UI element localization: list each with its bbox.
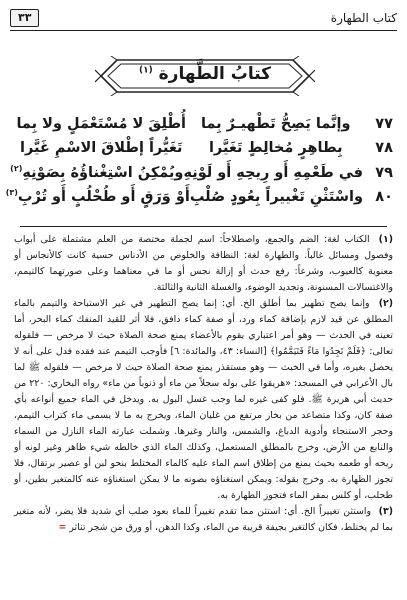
verse-line — [14, 140, 393, 164]
footnote-text: واستثن تغييراً الخ. أي: استثن مما تقدم تغييراً للماء بعود صلب أي شديد فلا يضر، لأنه متغير بما لم يختلط، فكان كالتغير بجيفة قريبة من الماء، وكذا الدهن، أو ورق من شجر تناثر — [14, 506, 393, 533]
verse-line — [10, 164, 393, 188]
verse-first-hemistich: واسْتَثْنِ تَغْييراً بِعُودٍ صُلْبِ — [189, 188, 363, 205]
chapter-title — [95, 64, 315, 84]
page-number: ٣٣ — [10, 9, 39, 27]
verse-first-hemistich: وإنَّما يَصِحُّ تَطْهيـرٌ بِما — [200, 116, 351, 132]
verse-second-hemistich — [10, 164, 183, 181]
verse-second-hemistich-text: أَوْ وَرَقٍ أَو طُحْلُبٍ أَو تُرْبِ — [17, 188, 190, 205]
chapter-title-text: كتابُ الطَّهارة — [158, 64, 272, 84]
verse-second-hemistich: أُطْلِقَ لا مُسْتَعْمَلٍ ولا بِما — [16, 116, 187, 132]
verse-number: ٧٧ — [375, 116, 393, 132]
footnotes — [14, 232, 393, 536]
continuation-mark: = — [58, 522, 67, 533]
verse-number: ٧٨ — [375, 140, 393, 156]
verse-number: ٨٠ — [375, 188, 393, 205]
footnote-text: الكتاب لغة: الضم والجمع، واصطلاحاً: اسم لجملة مختصة من العلم مشتملة على أبواب وفصول ومسائل غالباً. والطهارة لغة: النظافة والخلوص من الأدناس حسية كانت كالأنجاس أو معنوية كالعيوب، وشرعاً: رفع حدث أو إزالة نجس أو ما في معناهما وعلى صورتهما كالتيمم، والاغتسالات المسنونة، وتجديد الوضوء، والغسلة الثانية والثالثة. — [14, 234, 393, 293]
verse-number: ٧٩ — [375, 164, 393, 181]
footnote-number: (٣) — [378, 506, 393, 517]
verse-second-hemistich — [6, 188, 190, 205]
page-header — [10, 6, 397, 31]
chapter-title-note-ref: (١) — [138, 65, 153, 76]
verse-note-ref: (٢) — [10, 164, 23, 173]
footnote — [14, 232, 393, 296]
footnote-number: (٢) — [378, 298, 394, 309]
footnote-divider — [20, 226, 387, 227]
footnote — [14, 296, 393, 504]
verse-line — [5, 188, 393, 212]
verse-second-hemistich-text: ويُمْكِنُ اسْتِغْناؤُهُ بِصَوْنِهِ — [22, 164, 184, 181]
chapter-title-frame — [95, 56, 315, 96]
running-title: كتاب الطهارة — [330, 11, 397, 25]
footnote-number: (١) — [378, 234, 393, 245]
verse-list — [5, 116, 393, 212]
verse-first-hemistich: بِطاهِرٍ مُخالِطٍ تَغَيَّرا — [208, 140, 343, 156]
verse-note-ref: (٣) — [5, 188, 18, 197]
verse-first-hemistich: في طَعْمِهِ أَو رِيحِهِ أَو لَوْنِهِ — [183, 164, 363, 181]
verse-line — [14, 116, 393, 140]
footnote-text: وإنما يصح تطهير بما أطلق الخ. أي: إنما يصح التطهير في غير الاستباحة والتيمم بالماء المطلق عن قيد لازم بإضافة كماء ورد، أو صفة كماء دافق، فلا أثر للقيد المنفك كماء البحر، أما تعينه في الحدث — وهو أمر اعتباري يقوم بالأعضاء يمنع صحة الصلاة حيث لا مرخص — فلقوله تعالى: ﴿فَلَمْ تَجِدُوا مَاءً فَتَيَمَّمُوا﴾ [النساء: ٤٣، والمائدة: ٦] فأوجب التيمم عند فقده فدل على أنه لا يحصل بغيره، وأما في الخبث — وهو مستقذر يمنع صحة الصلاة حيث لا مرخص — فلقوله ﷺ لما بال الأعرابي في المسجد: «هريقوا على بوله سجلاً من ماء أو ذنوباً من ماء» رواه البخاري: ٢٢٠ من حديث أبي هريرة ﷺ. فلو كفى غيره لما وجب غسل البول به. ويدخل في الماء جميع أنواعه بأي صفة كان، وكذا متصاعد من بخار مرتفع من غليان الماء، ويخرج به ما لا يسمى ماء كتراب التيمم، وحجر الاستنجاء وأدوية الدباغ، والشمس، والنار وغيرها. وشملت عبارته الماء النازل من السماء والنابع من الأرض، وخرج بالمطلق المستعمل، وكذلك الماء الذي خالطه شيء طاهر وغير لونه أو ريحه أو طعمه بحيث يمنع من إطلاق اسم الماء عليه كالماء المختلط بنحو لبن أو عصير برتقال، فلا تجوز الطهارة به. وخرج بقوله: ويمكن استغناؤه بصونه ما لا يمكن استغناؤه عنه كالمتغير بطين، أو طحلب، أو كلس بمقر الماء فتجوز الطهارة به. — [14, 298, 394, 501]
footnote — [14, 504, 393, 536]
verse-second-hemistich: تَغَيُّراً إطْلاقَ الاسْمِ غَيَّرا — [20, 140, 183, 156]
